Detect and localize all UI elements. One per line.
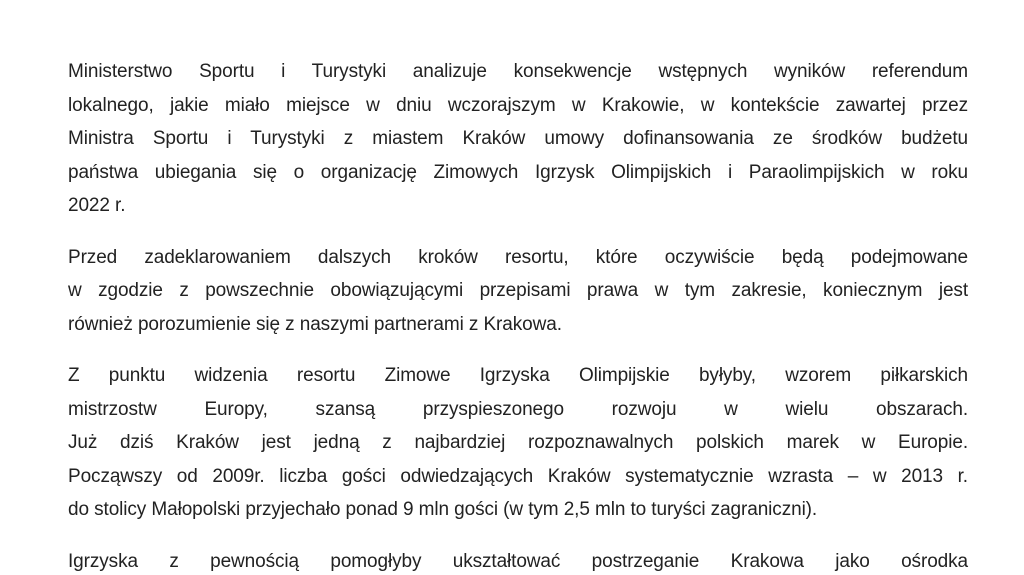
text-line: mistrzostw Europy, szansą przyspieszonego rozwoju w wielu obszarach.	[68, 398, 968, 420]
text-line: Już dziś Kraków jest jedną z najbardziej rozpoznawalnych polskich marek w Europie.	[68, 432, 968, 453]
text-line: państwa ubiegania się o organizację Zimowych Igrzysk Olimpijskich i Paraolimpijskich w roku	[68, 161, 968, 183]
text-line: również porozumienie się z naszymi partnerami z Krakowa.	[68, 313, 562, 335]
text-line: Przed zadeklarowaniem dalszych kroków resortu, które oczywiście będą podejmowane	[68, 246, 968, 268]
text-line: Igrzyska z pewnością pomogłyby ukształtować postrzeganie Krakowa jako ośrodka	[68, 550, 968, 572]
paragraph-2	[68, 241, 968, 342]
paragraph-1	[68, 55, 968, 223]
text-line: Z punktu widzenia resortu Zimowe Igrzyska Olimpijskie byłyby, wzorem piłkarskich	[68, 365, 968, 386]
paragraph-3	[68, 359, 968, 527]
text-line: w zgodzie z powszechnie obowiązującymi przepisami prawa w tym zakresie, koniecznym jest	[68, 280, 968, 301]
text-line: do stolicy Małopolski przyjechało ponad 9 mln gości (w tym 2,5 mln to turyści zagraniczni).	[68, 499, 818, 520]
text-line: Ministerstwo Sportu i Turystyki analizuje konsekwencje wstępnych wyników referendum	[68, 61, 968, 82]
text-line: 2022 r.	[68, 195, 126, 216]
text-line: lokalnego, jakie miało miejsce w dniu wczorajszym w Krakowie, w kontekście zawartej przez	[68, 94, 968, 116]
paragraph-4	[68, 545, 968, 575]
text-line: Począwszy od 2009r. liczba gości odwiedzających Kraków systematycznie wzrasta – w 2013 r.	[68, 465, 968, 487]
document-body	[68, 55, 968, 575]
text-line: Ministra Sportu i Turystyki z miastem Kraków umowy dofinansowania ze środków budżetu	[68, 128, 968, 149]
